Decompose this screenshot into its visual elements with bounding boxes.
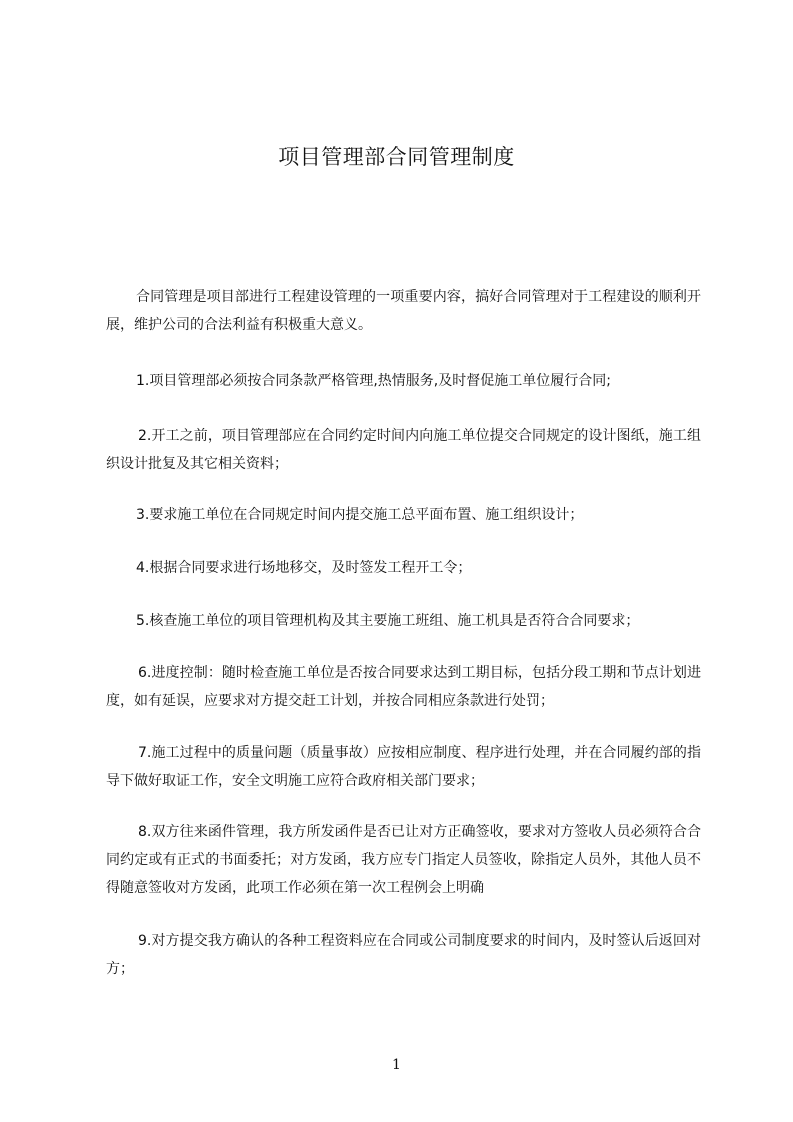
intro-paragraph: 合同管理是项目部进行工程建设管理的一项重要内容，搞好合同管理对于工程建设的顺利开展，维护公司的合法利益有积极重大意义。 xyxy=(106,289,701,333)
clause-5: 5.核查施工单位的项目管理机构及其主要施工班组、施工机具是否符合合同要求； xyxy=(136,613,640,629)
clause-8: 8.双方往来函件管理，我方所发函件是否已让对方正确签收，要求对方签收人员必须符合合同约定或有正式的书面委托；对方发函，我方应专门指定人员签收，除指定人员外，其他人员不得随意签收对方发函，此项工作必须在第一次工程例会上明确 xyxy=(106,824,701,896)
clause-2: 2.开工之前，项目管理部应在合同约定时间内向施工单位提交合同规定的设计图纸，施工组织设计批复及其它相关资料； xyxy=(106,428,701,472)
page-number: 1 xyxy=(392,1057,401,1073)
document-title: 项目管理部合同管理制度 xyxy=(278,145,515,169)
clause-6: 6.进度控制：随时检查施工单位是否按合同要求达到工期目标，包括分段工期和节点计划进度，如有延误，应要求对方提交赶工计划，并按合同相应条款进行处罚； xyxy=(106,665,701,709)
clause-9: 9.对方提交我方确认的各种工程资料应在合同或公司制度要求的时间内，及时签认后返回对方； xyxy=(106,933,701,977)
clause-1: 1.项目管理部必须按合同条款严格管理,热情服务,及时督促施工单位履行合同; xyxy=(136,373,611,389)
clause-4: 4.根据合同要求进行场地移交，及时签发工程开工令； xyxy=(136,560,472,576)
clause-7: 7.施工过程中的质量问题（质量事故）应按相应制度、程序进行处理，并在合同履约部的指导下做好取证工作，安全文明施工应符合政府相关部门要求； xyxy=(106,745,701,789)
clause-3: 3.要求施工单位在合同规定时间内提交施工总平面布置、施工组织设计； xyxy=(136,507,584,523)
